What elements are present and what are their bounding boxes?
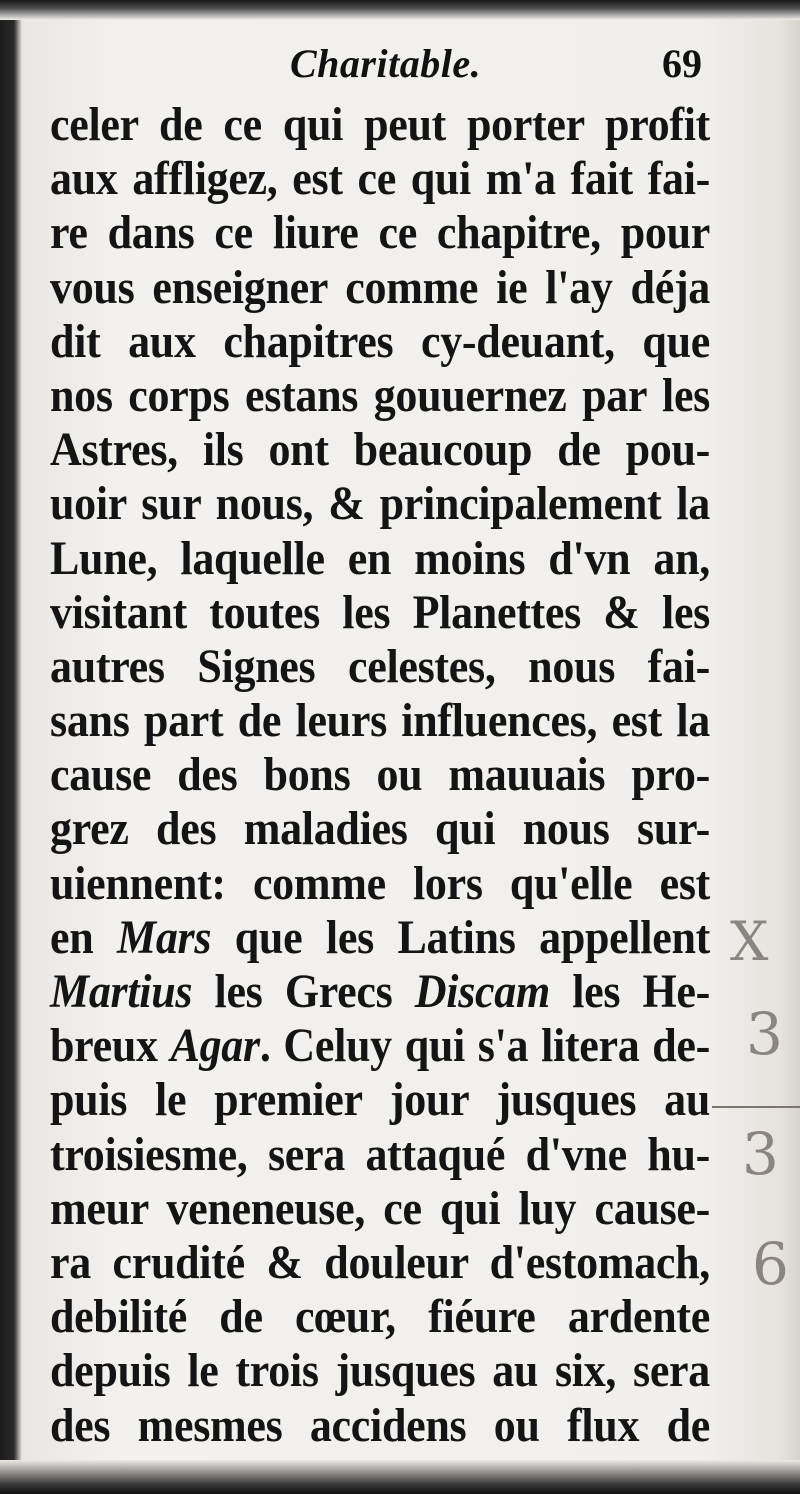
text-line — [50, 963, 710, 1022]
italic-term: Mars — [117, 910, 212, 964]
text-run: uoir sur nous, & principalement la — [50, 477, 710, 531]
text-run: meur veneneuse, ce qui luy cause- — [50, 1181, 710, 1235]
text-run: les He- — [549, 964, 711, 1018]
text-line — [50, 800, 710, 859]
text-run: celer de ce qui peut porter profit — [50, 97, 710, 151]
text-run: visitant toutes les Planettes & les — [50, 585, 710, 639]
text-run: des mesmes accidens ou flux de — [50, 1398, 710, 1452]
text-run: dit aux chapitres cy-deuant, que — [50, 314, 710, 368]
text-line — [50, 1071, 710, 1130]
text-run: breux — [50, 1019, 171, 1073]
italic-term: Discam — [414, 964, 550, 1018]
text-run: autres Signes celestes, nous fai- — [50, 639, 710, 693]
text-line — [50, 584, 710, 643]
text-line — [50, 475, 710, 534]
body-text — [50, 98, 710, 1453]
text-run: re dans ce liure ce chapitre, pour — [50, 206, 710, 260]
text-line — [50, 1342, 710, 1401]
text-line — [50, 746, 710, 805]
text-line — [50, 529, 710, 588]
text-run: nos corps estans gouuernez par les — [50, 368, 710, 422]
text-run: les Grecs — [192, 964, 415, 1018]
text-run: vous enseigner comme ie l'ay déja — [50, 260, 710, 314]
text-line — [50, 1234, 710, 1293]
running-head: Charitable. — [290, 41, 482, 86]
text-line — [50, 1288, 710, 1347]
text-run: grez des maladies qui nous sur- — [50, 802, 710, 856]
text-line — [50, 258, 710, 317]
text-line — [50, 96, 710, 155]
text-run: cause des bons ou mauuais pro- — [50, 748, 710, 802]
text-run: Lune, laquelle en moins d'vn an, — [50, 531, 710, 585]
text-line — [50, 1125, 710, 1184]
text-run: Astres, ils ont beaucoup de pou- — [50, 423, 710, 477]
text-line — [50, 1017, 710, 1076]
text-line — [50, 1180, 710, 1239]
text-line — [50, 638, 710, 697]
text-run: . Celuy qui s'a litera de- — [259, 1019, 711, 1073]
text-line — [50, 204, 710, 263]
text-run: sans part de leurs influences, est la — [50, 694, 710, 747]
italic-term: Agar — [170, 1019, 260, 1073]
text-line — [50, 367, 710, 426]
text-run: puis le premier jour jusques au — [50, 1073, 710, 1127]
text-run: depuis le trois jusques au six, sera — [50, 1344, 710, 1398]
italic-term: Martius — [50, 964, 193, 1018]
margin-annotations — [712, 900, 800, 1320]
text-run: en — [50, 910, 117, 964]
text-run: debilité de cœur, fiéure ardente — [50, 1290, 710, 1344]
margin-mark: 6 — [752, 1230, 789, 1298]
text-run: uiennent: comme lors qu'elle est — [50, 856, 710, 910]
margin-mark: 3 — [742, 1120, 779, 1188]
text-run: troisiesme, sera attaqué d'vne hu- — [50, 1127, 710, 1181]
page-number: 69 — [662, 41, 702, 86]
margin-mark: 3 — [746, 1000, 783, 1068]
text-line — [50, 909, 710, 968]
page-header — [290, 40, 710, 92]
text-line — [50, 1396, 710, 1455]
text-run: aux affligez, est ce qui m'a fait fai- — [50, 152, 710, 206]
text-run: ra crudité & douleur d'estomach, — [50, 1235, 710, 1289]
text-line — [50, 854, 710, 913]
text-run: que les Latins appellent — [211, 910, 710, 964]
text-line — [50, 421, 710, 480]
text-line — [50, 692, 710, 751]
text-line — [50, 313, 710, 372]
text-line — [50, 150, 710, 209]
margin-mark: X — [730, 910, 769, 973]
